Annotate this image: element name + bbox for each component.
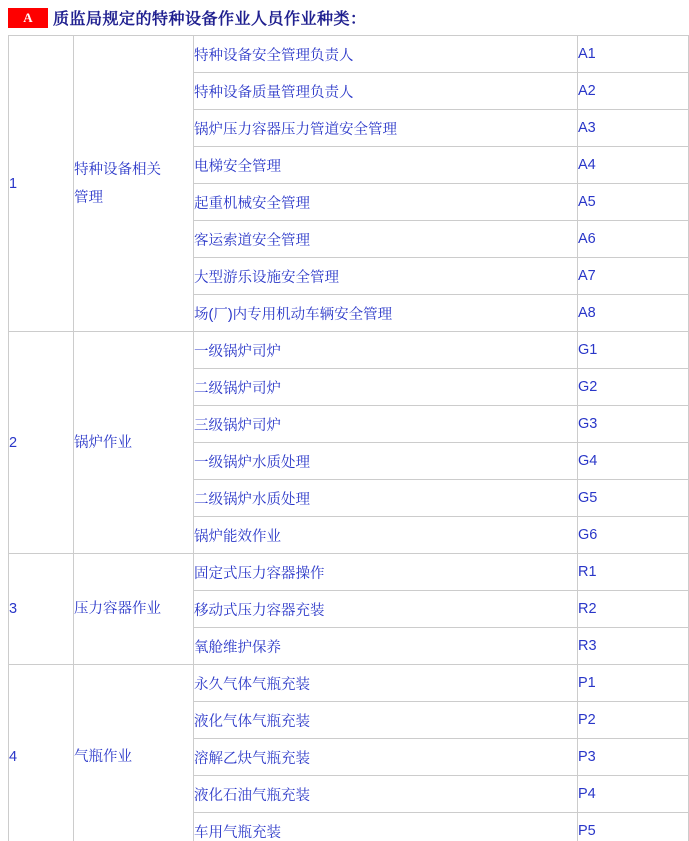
job-code-cell: P4 [578, 776, 689, 813]
table-row [9, 665, 689, 702]
job-code-cell: A8 [578, 295, 689, 332]
job-name-cell: 电梯安全管理 [194, 147, 578, 184]
job-name-cell: 二级锅炉司炉 [194, 369, 578, 406]
job-name-cell: 场(厂)内专用机动车辆安全管理 [194, 295, 578, 332]
job-code-cell: G5 [578, 480, 689, 517]
jobs-table [8, 35, 689, 841]
job-code-cell: A7 [578, 258, 689, 295]
job-code-cell: A4 [578, 147, 689, 184]
group-number-cell: 1 [9, 36, 74, 332]
job-name-cell: 移动式压力容器充装 [194, 591, 578, 628]
group-number-cell: 2 [9, 332, 74, 554]
group-category-label: 特种设备相关管理 [74, 161, 161, 206]
job-name-cell: 特种设备安全管理负责人 [194, 36, 578, 73]
job-name-cell: 永久气体气瓶充装 [194, 665, 578, 702]
job-code-cell: A6 [578, 221, 689, 258]
jobs-table-body [9, 36, 689, 841]
job-name-cell: 锅炉能效作业 [194, 517, 578, 554]
group-category-cell [74, 554, 194, 665]
job-name-cell: 车用气瓶充装 [194, 813, 578, 841]
job-name-cell: 起重机械安全管理 [194, 184, 578, 221]
job-code-cell: P5 [578, 813, 689, 841]
group-category-cell [74, 665, 194, 841]
job-name-cell: 一级锅炉水质处理 [194, 443, 578, 480]
job-code-cell: A5 [578, 184, 689, 221]
job-code-cell: P3 [578, 739, 689, 776]
job-code-cell: A1 [578, 36, 689, 73]
job-name-cell: 大型游乐设施安全管理 [194, 258, 578, 295]
job-name-cell: 液化石油气瓶充装 [194, 776, 578, 813]
job-code-cell: R1 [578, 554, 689, 591]
page-title: 质监局规定的特种设备作业人员作业种类： [53, 11, 367, 28]
job-name-cell: 特种设备质量管理负责人 [194, 73, 578, 110]
group-category-label: 锅炉作业 [74, 434, 132, 451]
header-row [0, 0, 689, 35]
job-name-cell: 液化气体气瓶充装 [194, 702, 578, 739]
group-category-label: 压力容器作业 [74, 601, 161, 617]
table-row [9, 554, 689, 591]
job-code-cell: R3 [578, 628, 689, 665]
table-row [9, 36, 689, 73]
job-name-cell: 氧舱维护保养 [194, 628, 578, 665]
group-category-cell [74, 36, 194, 332]
job-name-cell: 三级锅炉司炉 [194, 406, 578, 443]
group-number-cell: 3 [9, 554, 74, 665]
job-code-cell: P2 [578, 702, 689, 739]
job-code-cell: G1 [578, 332, 689, 369]
job-name-cell: 客运索道安全管理 [194, 221, 578, 258]
job-name-cell: 二级锅炉水质处理 [194, 480, 578, 517]
job-code-cell: R2 [578, 591, 689, 628]
job-code-cell: G3 [578, 406, 689, 443]
group-category-cell [74, 332, 194, 554]
job-code-cell: P1 [578, 665, 689, 702]
job-code-cell: A3 [578, 110, 689, 147]
job-code-cell: A2 [578, 73, 689, 110]
job-name-cell: 固定式压力容器操作 [194, 554, 578, 591]
marker-badge: A [8, 8, 48, 28]
job-code-cell: G4 [578, 443, 689, 480]
table-row [9, 332, 689, 369]
job-code-cell: G6 [578, 517, 689, 554]
job-code-cell: G2 [578, 369, 689, 406]
group-category-label: 气瓶作业 [74, 749, 132, 765]
job-name-cell: 一级锅炉司炉 [194, 332, 578, 369]
job-name-cell: 溶解乙炔气瓶充装 [194, 739, 578, 776]
job-name-cell: 锅炉压力容器压力管道安全管理 [194, 110, 578, 147]
group-number-cell: 4 [9, 665, 74, 841]
